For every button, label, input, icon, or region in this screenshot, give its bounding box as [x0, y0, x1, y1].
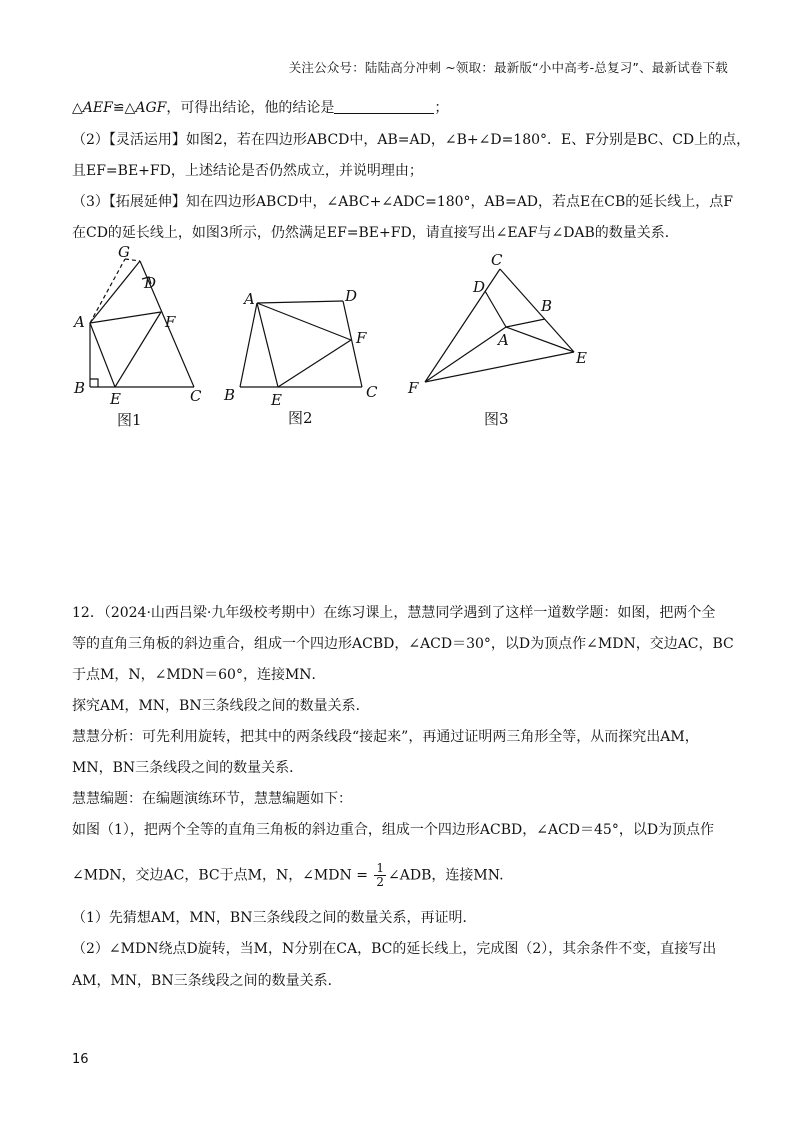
- q12-line10: （1）先猜想AM，MN，BN三条线段之间的数量关系，再证明．: [72, 910, 477, 926]
- q11-part2-line2: 且EF=BE+FD，上述结论是否仍然成立，并说明理由；: [72, 163, 423, 179]
- q12-line9: ∠MDN，交边AC，BC于点M，N，∠MDN = $\frac{1}{2}$ ∠ADB，连接MN.: [72, 861, 504, 889]
- fig2-caption: 图2: [288, 409, 313, 427]
- page-header: 关注公众号：陆陆高分冲刺 ~领取：最新版“小中高考-总复习”、最新试卷下载: [288, 60, 728, 75]
- answer-blank: [334, 99, 434, 114]
- fig2-label-D: D: [345, 287, 358, 305]
- fig1-label-D: D: [144, 274, 157, 292]
- q12-line12: AM，MN，BN三条线段之间的数量关系．: [72, 973, 342, 989]
- q12-line4: 探究AM，MN，BN三条线段之间的数量关系．: [72, 698, 370, 714]
- q12-line5: 慧慧分析：可先利用旋转，把其中的两条线段“接起来”，再通过证明两三角形全等，从而探究出AM，: [72, 729, 699, 745]
- q12-line7: 慧慧编题：在编题演练环节，慧慧编题如下：: [72, 791, 352, 807]
- figure-3: [425, 269, 574, 382]
- fig3-label-C: C: [491, 251, 503, 269]
- fig2-label-E: E: [271, 391, 282, 409]
- fig1-label-B: B: [74, 379, 86, 397]
- figure-1: [90, 259, 194, 387]
- fig1-label-E: E: [110, 390, 121, 408]
- fig2-label-C: C: [366, 383, 378, 401]
- q12-line1: 12．（2024·山西吕梁·九年级校考期中）在练习课上，慧慧同学遇到了这样一道数学题：如图，把两个全: [72, 605, 716, 621]
- q12-line11: （2）∠MDN绕点D旋转，当M，N分别在CA，BC的延长线上，完成图（2），其余条件不变，直接写出: [72, 941, 717, 957]
- fig1-label-F: F: [165, 313, 176, 331]
- q12-line6: MN，BN三条线段之间的数量关系．: [72, 760, 304, 776]
- fraction-one-half: $\frac{1}{2}$: [376, 861, 385, 889]
- q11-part3-line2: 在CD的延长线上，如图3所示，仍然满足EF=BE+FD，请直接写出∠EAF与∠DAB的数量关系．: [72, 225, 679, 241]
- fig1-caption: 图1: [117, 411, 142, 429]
- fig3-label-F: F: [408, 379, 419, 397]
- figure-2: [240, 301, 362, 387]
- q12-line3: 于点M，N，∠MDN＝60°，连接MN．: [72, 667, 326, 683]
- fig3-label-A: A: [498, 331, 509, 349]
- fig3-label-E: E: [576, 349, 587, 367]
- fig1-label-A: A: [74, 313, 85, 331]
- geometry-figures: [60, 245, 620, 435]
- q12-line2: 等的直角三角板的斜边重合，组成一个四边形ACBD，∠ACD＝30°，以D为顶点作∠MDN，交边AC，BC: [72, 636, 734, 652]
- fig3-caption: 图3: [484, 410, 509, 428]
- fig1-label-G: G: [118, 245, 130, 261]
- fig1-label-C: C: [190, 387, 202, 405]
- fig2-label-A: A: [244, 290, 255, 308]
- fig2-label-F: F: [356, 329, 367, 347]
- q11-part2-line1: （2）【灵活运用】如图2，若在四边形ABCD中，AB=AD，∠B+∠D=180°．E、F分别是BC、CD上的点，: [72, 132, 751, 148]
- page-number: 16: [72, 1052, 89, 1067]
- fig3-label-D: D: [473, 278, 486, 296]
- q11-conclusion-line: △AEF≌△AGF，可得出结论，他的结论是 ；: [72, 100, 449, 116]
- q12-line8: 如图（1），把两个全等的直角三角板的斜边重合，组成一个四边形ACBD，∠ACD＝45°，以D为顶点作: [72, 822, 715, 838]
- fig2-label-B: B: [224, 386, 236, 404]
- fig3-label-B: B: [541, 297, 553, 315]
- q11-part3-line1: （3）【拓展延伸】知在四边形ABCD中，∠ABC+∠ADC=180°，AB=AD，若点E在CB的延长线上，点F: [72, 194, 733, 210]
